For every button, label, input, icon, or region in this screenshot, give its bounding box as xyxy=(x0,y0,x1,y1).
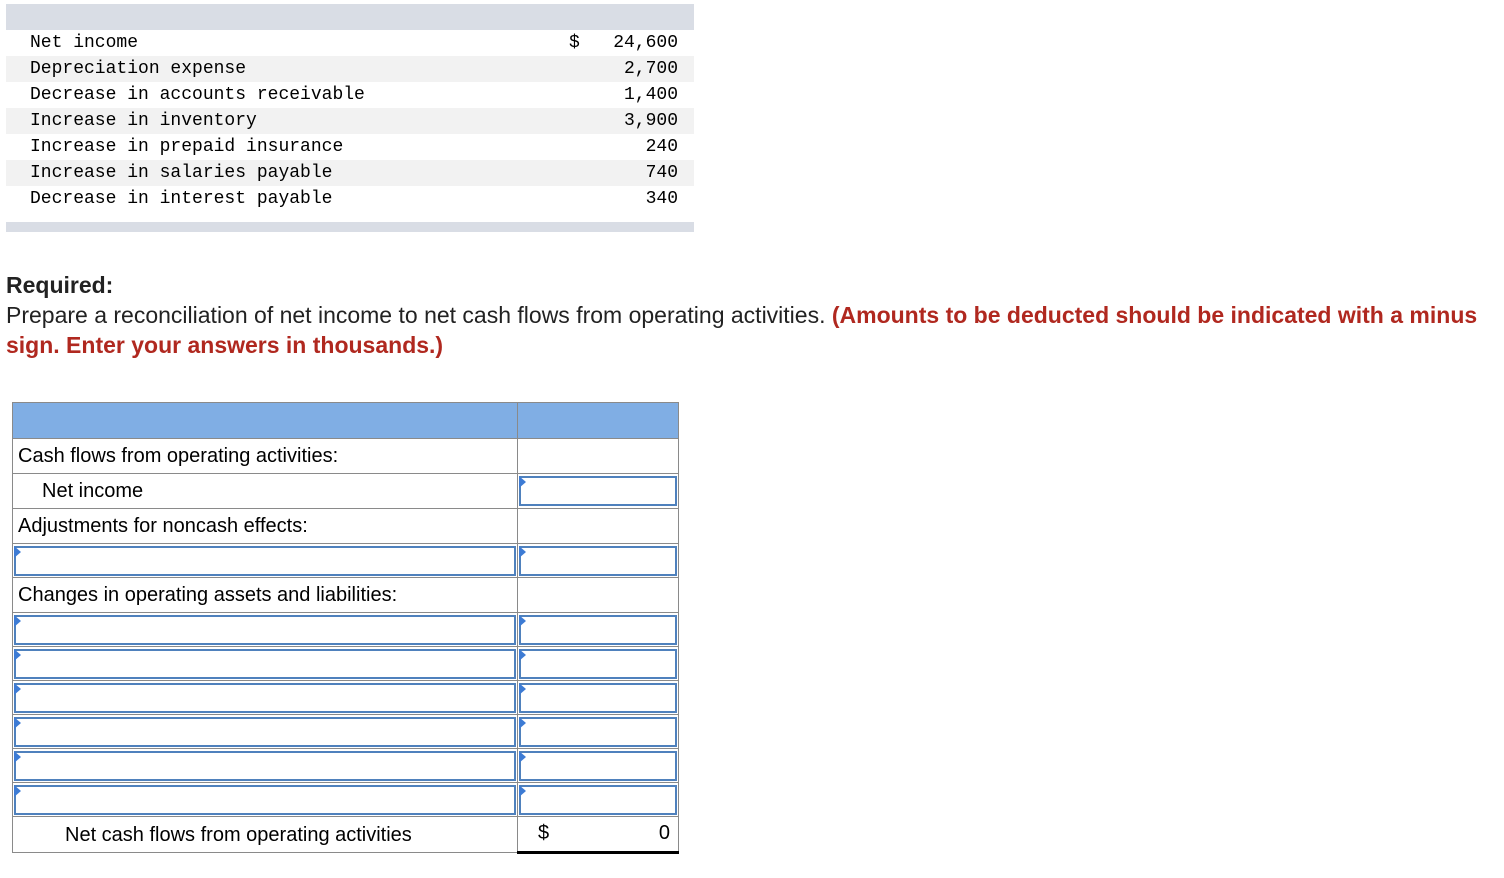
table-header-row xyxy=(13,403,679,439)
row-label: Increase in salaries payable xyxy=(30,163,333,183)
header-cell xyxy=(518,403,679,439)
net-income-amount-input[interactable] xyxy=(519,476,677,506)
row-amount: 2,700 xyxy=(623,59,678,79)
table-row xyxy=(13,749,679,783)
currency-symbol: $ xyxy=(569,33,580,53)
change-label-input-6[interactable] xyxy=(14,785,516,815)
adjustments-label: Adjustments for noncash effects: xyxy=(13,509,518,544)
data-row-inventory xyxy=(6,108,694,134)
adjustment-amount-input[interactable] xyxy=(519,546,677,576)
table-row xyxy=(13,783,679,817)
change-amount-input-2[interactable] xyxy=(519,649,677,679)
row-label: Increase in inventory xyxy=(30,111,257,131)
empty-cell xyxy=(518,578,679,613)
cash-flows-label: Cash flows from operating activities: xyxy=(13,439,518,474)
table-row xyxy=(13,509,679,544)
total-currency: $ xyxy=(538,822,550,844)
data-row-accounts-receivable xyxy=(6,82,694,108)
row-amount: 3,900 xyxy=(623,111,678,131)
table-row xyxy=(13,613,679,647)
row-label: Depreciation expense xyxy=(30,59,247,79)
table-row xyxy=(13,544,679,578)
data-row-depreciation xyxy=(6,56,694,82)
table-row xyxy=(13,681,679,715)
panel-footer-bar xyxy=(6,222,694,232)
empty-cell xyxy=(518,439,679,474)
row-label: Decrease in accounts receivable xyxy=(30,85,365,105)
change-label-input-4[interactable] xyxy=(14,717,516,747)
row-label: Decrease in interest payable xyxy=(30,189,333,209)
change-label-input-3[interactable] xyxy=(14,683,516,713)
total-row xyxy=(13,817,679,853)
total-amount-cell xyxy=(518,817,679,853)
table-row xyxy=(13,647,679,681)
row-amount: 340 xyxy=(645,189,678,209)
table-row xyxy=(13,474,679,509)
table-row xyxy=(13,439,679,474)
table-row xyxy=(13,578,679,613)
empty-cell xyxy=(518,509,679,544)
net-income-label: Net income xyxy=(13,474,518,509)
required-text: Prepare a reconciliation of net income to net cash flows from operating activities. xyxy=(6,302,826,328)
row-amount: 740 xyxy=(645,163,678,183)
table-row xyxy=(13,715,679,749)
given-data-rows xyxy=(6,30,694,212)
change-amount-input-6[interactable] xyxy=(519,785,677,815)
change-label-input-1[interactable] xyxy=(14,615,516,645)
total-value: 0 xyxy=(658,822,670,844)
change-amount-input-1[interactable] xyxy=(519,615,677,645)
data-row-salaries-payable xyxy=(6,160,694,186)
total-label: Net cash flows from operating activities xyxy=(13,817,518,853)
change-amount-input-3[interactable] xyxy=(519,683,677,713)
required-title: Required: xyxy=(6,272,114,298)
header-cell xyxy=(13,403,518,439)
row-amount: 240 xyxy=(645,137,678,157)
change-label-input-5[interactable] xyxy=(14,751,516,781)
required-section xyxy=(6,270,1504,360)
data-row-interest-payable xyxy=(6,186,694,212)
change-amount-input-4[interactable] xyxy=(519,717,677,747)
change-amount-input-5[interactable] xyxy=(519,751,677,781)
adjustment-label-input[interactable] xyxy=(14,546,516,576)
data-row-prepaid-insurance xyxy=(6,134,694,160)
row-amount: 24,600 xyxy=(613,33,678,53)
given-data-panel xyxy=(6,4,694,232)
row-label: Increase in prepaid insurance xyxy=(30,137,344,157)
reconciliation-table xyxy=(12,402,679,854)
row-label: Net income xyxy=(30,33,139,53)
row-amount: 1,400 xyxy=(623,85,678,105)
required-instruction: (Amounts to be deducted should be indicated with a minus sign. Enter your answers in thousands.) xyxy=(6,302,1478,358)
data-row-net-income xyxy=(6,30,694,56)
changes-label: Changes in operating assets and liabilities: xyxy=(13,578,518,613)
change-label-input-2[interactable] xyxy=(14,649,516,679)
panel-header-bar xyxy=(6,4,694,30)
